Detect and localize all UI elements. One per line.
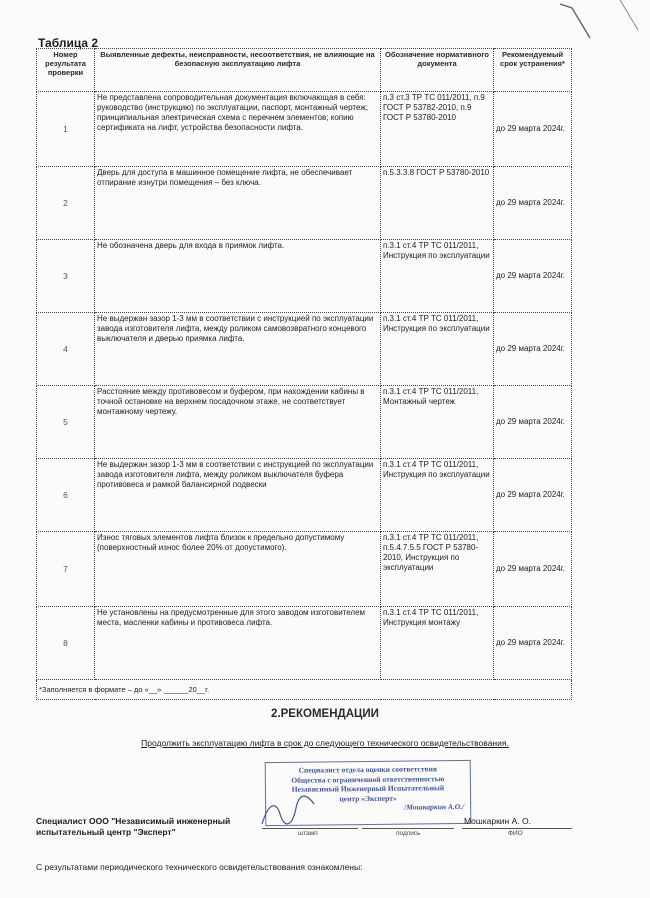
row-document: п.3.1 ст.4 ТР ТС 011/2011, п.5.4.7.5.5 ГОСТ Р 53780-2010, Инструкция по эксплуатации — [381, 532, 494, 607]
row-defect: Расстояние между противовесом и буфером, при нахождении кабины в точной остановке на верхнем посадочном этаже, не соответствует монтажному чертежу. — [95, 386, 381, 459]
row-document: п.3.1 ст.4 ТР ТС 011/2011, Инструкция монтажу — [381, 607, 494, 680]
corner-scan-mark — [560, 0, 650, 40]
footnote: *Заполняется в формате – до «__» ______20__г. — [37, 680, 572, 700]
row-number: 4 — [37, 313, 95, 386]
row-number: 7 — [37, 532, 95, 607]
row-number: 2 — [37, 167, 95, 240]
table-footnote-row — [37, 680, 572, 700]
fio-caption: ФИО — [508, 830, 523, 837]
row-term: до 29 марта 2024г. — [494, 607, 572, 680]
stamp-line: центр «Эксперт» — [339, 793, 397, 803]
stamp-line: /Мошкаркин А.О./ — [404, 801, 465, 812]
table-row — [37, 386, 572, 459]
row-defect: Не представлена сопроводительная документация включающая в себя: руководство (инструкцию) по эксплуатации, паспорт, монтажный чертеж; принципиальная электрическая схема с перечнем элементов; копию сертификата на лифт, устройства безопасности лифта. — [95, 92, 381, 167]
row-defect: Не обозначена дверь для входа в приямок лифта. — [95, 240, 381, 313]
stamp-caption: штамп — [298, 830, 318, 837]
table-header-row — [37, 49, 572, 92]
row-term: до 29 марта 2024г. — [494, 92, 572, 167]
row-term: до 29 марта 2024г. — [494, 240, 572, 313]
row-defect: Износ тяговых элементов лифта близок к предельно допустимому (поверхностный износ более 20% от допустимого). — [95, 532, 381, 607]
row-defect: Не выдержан зазор 1-3 мм в соответствии с инструкцией по эксплуатации завода изготовителя лифта, между роликом выключателя буфера противовеса и рамкой балансирной подвески — [95, 459, 381, 532]
acquainted-text: С результатами периодического технического освидетельствования ознакомлены: — [36, 862, 363, 872]
stamp-line-rule — [262, 828, 358, 829]
row-term: до 29 марта 2024г. — [494, 167, 572, 240]
specialist-label: Специалист ООО "Независимый инженерный испытательный центр "Эксперт" — [36, 816, 231, 837]
table-row — [37, 532, 572, 607]
table-row — [37, 313, 572, 386]
header-defect: Выявленные дефекты, неисправности, несоответствия, не влияющие на безопасную эксплуатацию лифта — [95, 49, 381, 92]
signature-line-rule — [362, 828, 454, 829]
row-term: до 29 марта 2024г. — [494, 386, 572, 459]
row-term: до 29 марта 2024г. — [494, 532, 572, 607]
recommendation-text: Продолжить эксплуатацию лифта в срок до следующего технического освидетельствования. — [141, 738, 509, 748]
table-row — [37, 167, 572, 240]
row-number: 1 — [37, 92, 95, 167]
specialist-name: Мошкаркин А. О. — [464, 816, 531, 826]
section-title: 2.РЕКОМЕНДАЦИИ — [271, 708, 379, 720]
row-number: 6 — [37, 459, 95, 532]
table-row — [37, 459, 572, 532]
defects-table — [36, 48, 572, 700]
table-row — [37, 240, 572, 313]
row-number: 5 — [37, 386, 95, 459]
row-defect: Не выдержан зазор 1-3 мм в соответствии с инструкцией по эксплуатации завода изготовителя лифта, между роликом самовозвратного концевого выключателя и дверью приямка лифта. — [95, 313, 381, 386]
row-term: до 29 марта 2024г. — [494, 313, 572, 386]
stamp-line: Общества с ограниченной ответственностью — [291, 773, 445, 785]
header-document: Обозначение нормативного документа — [381, 49, 494, 92]
handwritten-signature — [258, 794, 318, 830]
stamp-line: Независимый Инженерный Испытательный — [291, 783, 445, 794]
fio-line-rule — [462, 828, 572, 829]
row-term: до 29 марта 2024г. — [494, 459, 572, 532]
table-row — [37, 607, 572, 680]
header-term: Рекомендуемый срок устранения* — [494, 49, 572, 92]
header-number: Номер результата проверки — [37, 49, 95, 92]
row-defect: Дверь для доступа в машинное помещение лифта, не обеспечивает отпирание изнутри помещения – без ключа. — [95, 167, 381, 240]
signature-caption: подпись — [396, 830, 421, 837]
row-number: 3 — [37, 240, 95, 313]
row-number: 8 — [37, 607, 95, 680]
row-document: п.3.1 ст.4 ТР ТС 011/2011, Монтажный чертеж — [381, 386, 494, 459]
row-document: п.3.1 ст.4 ТР ТС 011/2011, Инструкция по эксплуатации — [381, 313, 494, 386]
row-document: п.3.1 ст.4 ТР ТС 011/2011, Инструкция по эксплуатации — [381, 240, 494, 313]
row-document: п.3.1 ст.4 ТР ТС 011/2011, Инструкция по эксплуатации — [381, 459, 494, 532]
stamp-line: Специалист отдела оценки соответствия — [298, 764, 437, 775]
table-title: Таблица 2 — [38, 36, 99, 50]
row-document: п.5.3.3.8 ГОСТ Р 53780-2010 — [381, 167, 494, 240]
table-row — [37, 92, 572, 167]
row-document: п.3 ст.3 ТР ТС 011/2011, п.9 ГОСТ Р 53782-2010, п.9 ГОСТ Р 53780-2010 — [381, 92, 494, 167]
row-defect: Не установлены на предусмотренные для этого заводом изготовителем места, масленки кабины и противовеса лифта. — [95, 607, 381, 680]
